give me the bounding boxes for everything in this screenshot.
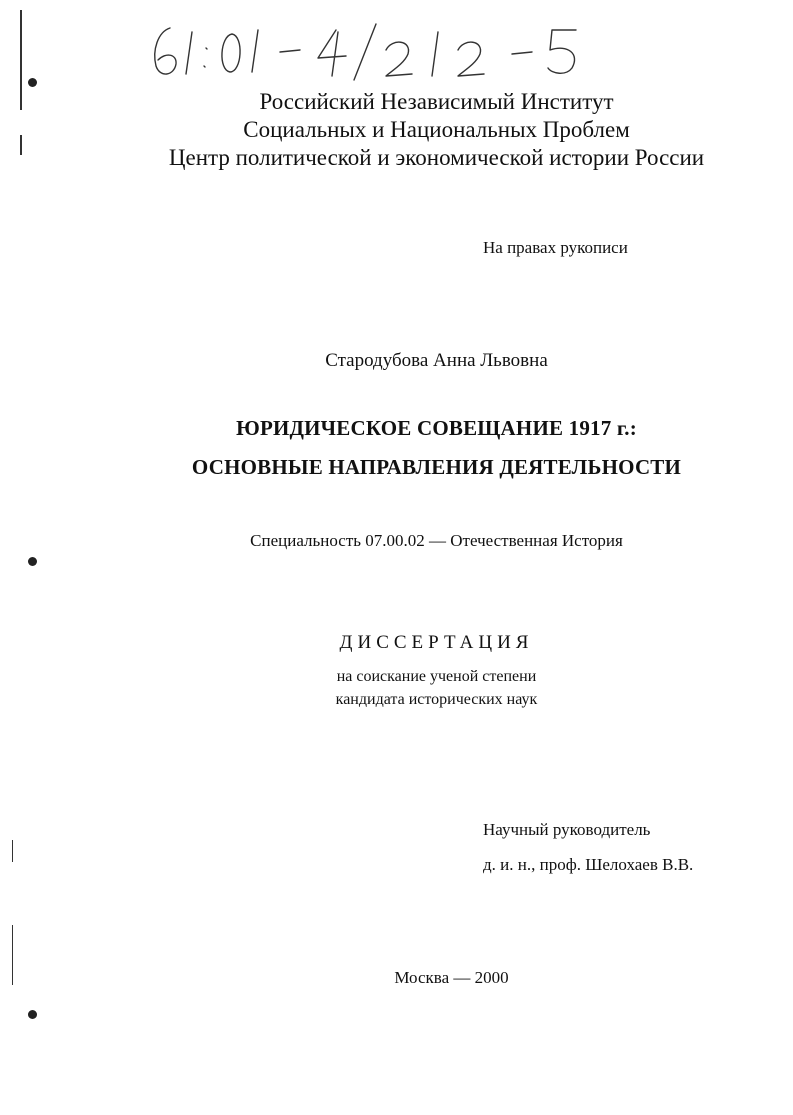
institution-line-1: Российский Независимый Институт bbox=[259, 89, 614, 114]
city-year: Москва — 2000 bbox=[394, 968, 509, 987]
handwritten-archive-code bbox=[140, 10, 610, 90]
degree-line-2: кандидата исторических наук bbox=[335, 691, 538, 708]
binding-mark bbox=[20, 135, 22, 155]
supervisor-name: д. и. н., проф. Шелохаев В.В. bbox=[483, 855, 694, 874]
dissertation-label: ДИССЕРТАЦИЯ bbox=[339, 632, 534, 653]
manuscript-note: На правах рукописи bbox=[483, 238, 628, 257]
binding-mark bbox=[20, 10, 22, 110]
binding-hole bbox=[28, 1010, 37, 1019]
binding-mark bbox=[12, 840, 13, 862]
specialty: Специальность 07.00.02 — Отечественная История bbox=[250, 531, 623, 550]
degree-line-1: на соискание ученой степени bbox=[336, 668, 537, 685]
title-line-2: ОСНОВНЫЕ НАПРАВЛЕНИЯ ДЕЯТЕЛЬНОСТИ bbox=[191, 455, 682, 479]
binding-hole bbox=[28, 557, 37, 566]
binding-hole bbox=[28, 78, 37, 87]
institution-line-2: Социальных и Национальных Проблем bbox=[243, 117, 630, 142]
author-name: Стародубова Анна Львовна bbox=[325, 350, 548, 371]
binding-mark bbox=[12, 925, 13, 985]
supervisor-label: Научный руководитель bbox=[483, 820, 651, 839]
institution-line-3: Центр политической и экономической истории России bbox=[168, 145, 705, 170]
title-line-1: ЮРИДИЧЕСКОЕ СОВЕЩАНИЕ 1917 г.: bbox=[236, 416, 637, 440]
